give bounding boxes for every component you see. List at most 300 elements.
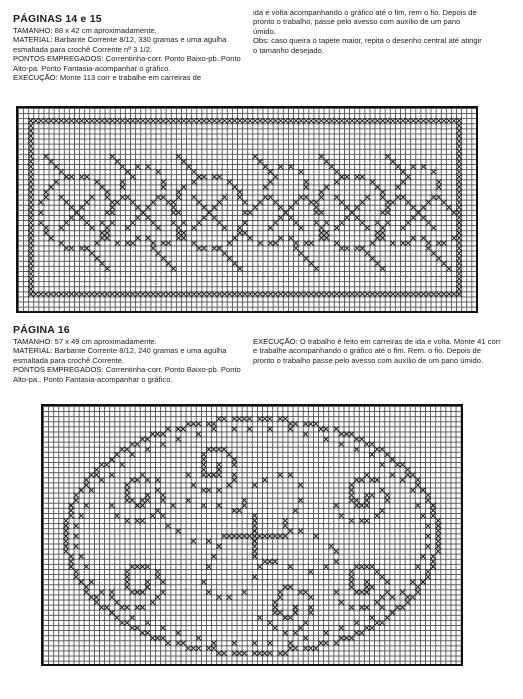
cross-stitch (191, 195, 196, 200)
cross-stitch (211, 472, 216, 477)
cross-stitch (303, 620, 308, 625)
cross-stitch (145, 585, 150, 590)
cross-stitch (181, 236, 186, 241)
cross-stitch (308, 646, 313, 651)
cross-stitch (135, 205, 140, 210)
cross-stitch (252, 544, 257, 549)
cross-stitch (74, 498, 79, 503)
cross-stitch (64, 118, 69, 123)
cross-stitch (314, 210, 319, 215)
cross-stitch (28, 230, 33, 235)
cross-stitch (125, 447, 130, 452)
cross-stitch (211, 641, 216, 646)
cross-stitch (28, 118, 33, 123)
cross-stitch (288, 615, 293, 620)
cross-stitch (283, 651, 288, 656)
cross-stitch (436, 195, 441, 200)
cross-stitch (390, 457, 395, 462)
cross-stitch (197, 200, 202, 205)
cross-stitch (79, 488, 84, 493)
cross-stitch (165, 523, 170, 528)
cross-stitch (125, 488, 130, 493)
cross-stitch (283, 523, 288, 528)
cross-stitch (100, 292, 105, 297)
cross-stitch (339, 220, 344, 225)
cross-stitch (94, 467, 99, 472)
cross-stitch (120, 605, 125, 610)
cross-stitch (242, 498, 247, 503)
section1-heading: PÁGINAS 14 e 15 (13, 13, 102, 25)
cross-stitch (28, 149, 33, 154)
cross-stitch (104, 462, 109, 467)
cross-stitch (79, 554, 84, 559)
cross-stitch (242, 651, 247, 656)
cross-stitch (176, 230, 181, 235)
cross-stitch (365, 251, 370, 256)
cross-stitch (130, 625, 135, 630)
cross-stitch (334, 503, 339, 508)
cross-stitch (63, 534, 68, 539)
cross-stitch (89, 579, 94, 584)
paragraph-label: TAMANHO: (13, 337, 53, 346)
cross-stitch (69, 503, 74, 508)
cross-stitch (395, 462, 400, 467)
paragraph-label: Obs: (253, 36, 270, 46)
cross-stitch (354, 477, 359, 482)
cross-stitch (339, 636, 344, 641)
cross-stitch (375, 261, 380, 266)
cross-stitch (196, 636, 201, 641)
cross-stitch (385, 154, 390, 159)
cross-stitch (304, 185, 309, 190)
cross-stitch (401, 169, 406, 174)
cross-stitch (38, 220, 43, 225)
cross-stitch (160, 498, 165, 503)
cross-stitch (145, 477, 150, 482)
cross-stitch (308, 605, 313, 610)
cross-stitch (216, 503, 221, 508)
cross-stitch (370, 118, 375, 123)
cross-stitch (28, 185, 33, 190)
cross-stitch (176, 630, 181, 635)
cross-stitch (370, 256, 375, 261)
cross-stitch (140, 498, 145, 503)
cross-stitch (457, 246, 462, 251)
cross-stitch (120, 179, 125, 184)
cross-stitch (191, 539, 196, 544)
cross-stitch (267, 534, 272, 539)
cross-stitch (319, 225, 324, 230)
cross-stitch (406, 174, 411, 179)
cross-stitch (201, 579, 206, 584)
cross-stitch (457, 215, 462, 220)
cross-stitch (197, 246, 202, 251)
cross-stitch (217, 118, 222, 123)
cross-stitch (288, 421, 293, 426)
cross-stitch (156, 195, 161, 200)
cross-stitch (299, 195, 304, 200)
cross-stitch (355, 215, 360, 220)
cross-stitch (457, 256, 462, 261)
cross-stitch (452, 118, 457, 123)
cross-stitch (59, 225, 64, 230)
cross-stitch (196, 421, 201, 426)
cross-stitch (222, 292, 227, 297)
paragraph-text: Barbante Corrente 8/12, 330 gramas e uma agulha esmaltada para crochê Corrente nº 3 1/2. (13, 35, 227, 54)
cross-stitch (380, 292, 385, 297)
cross-stitch (156, 251, 161, 256)
cross-stitch (171, 118, 176, 123)
cross-stitch (109, 472, 114, 477)
cross-stitch (74, 574, 79, 579)
cross-stitch (334, 641, 339, 646)
cross-stitch (390, 595, 395, 600)
cross-stitch (263, 292, 268, 297)
cross-stitch (176, 190, 181, 195)
cross-stitch (232, 651, 237, 656)
cross-stitch (339, 442, 344, 447)
cross-stitch (202, 174, 207, 179)
cross-stitch (176, 437, 181, 442)
cross-stitch (232, 416, 237, 421)
cross-stitch (166, 118, 171, 123)
cross-stitch (69, 559, 74, 564)
cross-stitch (385, 118, 390, 123)
cross-stitch (385, 590, 390, 595)
cross-stitch (457, 276, 462, 281)
cross-stitch (176, 236, 181, 241)
cross-stitch (237, 508, 242, 513)
cross-stitch (252, 483, 257, 488)
cross-stitch (100, 261, 105, 266)
cross-stitch (283, 630, 288, 635)
cross-stitch (28, 190, 33, 195)
cross-stitch (426, 523, 431, 528)
cross-stitch (79, 205, 84, 210)
cross-stitch (364, 564, 369, 569)
cross-stitch (145, 579, 150, 584)
cross-stitch (405, 472, 410, 477)
cross-stitch (69, 205, 74, 210)
cross-stitch (324, 564, 329, 569)
cross-stitch (344, 246, 349, 251)
cross-stitch (319, 154, 324, 159)
cross-stitch (28, 241, 33, 246)
cross-stitch (426, 574, 431, 579)
cross-stitch (375, 292, 380, 297)
cross-stitch (375, 185, 380, 190)
cross-stitch (457, 169, 462, 174)
cross-stitch (155, 477, 160, 482)
cross-stitch (79, 292, 84, 297)
cross-stitch (416, 292, 421, 297)
cross-stitch (441, 241, 446, 246)
cross-stitch (364, 579, 369, 584)
cross-stitch (125, 605, 130, 610)
cross-stitch (267, 641, 272, 646)
cross-stitch (375, 620, 380, 625)
cross-stitch (364, 518, 369, 523)
cross-stitch (135, 442, 140, 447)
cross-stitch (176, 154, 181, 159)
cross-stitch (110, 118, 115, 123)
cross-stitch (69, 215, 74, 220)
cross-stitch (334, 241, 339, 246)
cross-stitch (436, 539, 441, 544)
cross-stitch (359, 518, 364, 523)
cross-stitch (222, 651, 227, 656)
cross-stitch (350, 118, 355, 123)
cross-stitch (161, 195, 166, 200)
cross-stitch (212, 205, 217, 210)
cross-stitch (457, 236, 462, 241)
cross-stitch (324, 437, 329, 442)
cross-stitch (304, 195, 309, 200)
cross-stitch (457, 179, 462, 184)
cross-stitch (426, 118, 431, 123)
cross-stitch (401, 225, 406, 230)
cross-stitch (69, 174, 74, 179)
cross-stitch (359, 630, 364, 635)
paragraph-text: Monte 113 corr e trabalhe em carreiras de (57, 73, 202, 83)
cross-stitch (211, 426, 216, 431)
cross-stitch (283, 118, 288, 123)
cross-stitch (89, 595, 94, 600)
cross-stitch (457, 149, 462, 154)
cross-stitch (120, 185, 125, 190)
cross-stitch (288, 646, 293, 651)
cross-stitch (135, 118, 140, 123)
cross-stitch (299, 169, 304, 174)
cross-stitch (135, 236, 140, 241)
cross-stitch (288, 215, 293, 220)
cross-stitch (140, 503, 145, 508)
cross-stitch (74, 544, 79, 549)
cross-stitch (426, 493, 431, 498)
cross-stitch (288, 236, 293, 241)
cross-stitch (415, 477, 420, 482)
cross-stitch (216, 462, 221, 467)
cross-stitch (242, 590, 247, 595)
cross-stitch (431, 292, 436, 297)
cross-stitch (314, 292, 319, 297)
cross-stitch (79, 118, 84, 123)
cross-stitch (288, 118, 293, 123)
cross-stitch (267, 651, 272, 656)
cross-stitch (217, 246, 222, 251)
cross-stitch (360, 292, 365, 297)
cross-stitch (84, 564, 89, 569)
cross-stitch (232, 292, 237, 297)
cross-stitch (115, 200, 120, 205)
cross-stitch (217, 200, 222, 205)
cross-stitch (354, 498, 359, 503)
cross-stitch (334, 195, 339, 200)
cross-stitch (268, 292, 273, 297)
cross-stitch (191, 421, 196, 426)
cross-stitch (457, 174, 462, 179)
cross-stitch (436, 523, 441, 528)
cross-stitch (308, 595, 313, 600)
cross-stitch (115, 241, 120, 246)
cross-stitch (324, 159, 329, 164)
cross-stitch (227, 292, 232, 297)
cross-stitch (252, 574, 257, 579)
cross-stitch (406, 292, 411, 297)
paragraph-label: PONTOS EMPREGADOS: (13, 54, 104, 64)
cross-stitch (156, 225, 161, 230)
chart-pattern (43, 406, 461, 664)
cross-stitch (125, 195, 130, 200)
cross-stitch (130, 564, 135, 569)
cross-stitch (278, 215, 283, 220)
cross-stitch (288, 585, 293, 590)
cross-stitch (130, 615, 135, 620)
cross-stitch (446, 205, 451, 210)
cross-stitch (227, 452, 232, 457)
cross-stitch (329, 164, 334, 169)
cross-stitch (262, 534, 267, 539)
cross-stitch (380, 605, 385, 610)
paragraph (13, 54, 245, 73)
cross-stitch (252, 549, 257, 554)
rug-crochet-chart (16, 106, 478, 313)
cross-stitch (28, 276, 33, 281)
cross-stitch (248, 292, 253, 297)
paragraph-label: MATERIAL: (13, 35, 53, 45)
cross-stitch (303, 636, 308, 641)
cross-stitch (248, 118, 253, 123)
cross-stitch (354, 564, 359, 569)
cross-stitch (237, 292, 242, 297)
cross-stitch (457, 118, 462, 123)
cross-stitch (212, 215, 217, 220)
cross-stitch (324, 641, 329, 646)
cross-stitch (390, 241, 395, 246)
cross-stitch (252, 641, 257, 646)
cross-stitch (380, 195, 385, 200)
cross-stitch (176, 118, 181, 123)
cross-stitch (84, 585, 89, 590)
cross-stitch (212, 292, 217, 297)
cross-stitch (401, 118, 406, 123)
cross-stitch (110, 292, 115, 297)
cross-stitch (201, 462, 206, 467)
cross-stitch (283, 518, 288, 523)
cross-stitch (385, 579, 390, 584)
cross-stitch (196, 646, 201, 651)
cross-stitch (293, 246, 298, 251)
cross-stitch (369, 564, 374, 569)
cross-stitch (441, 118, 446, 123)
cross-stitch (165, 641, 170, 646)
cross-stitch (293, 646, 298, 651)
cross-stitch (28, 159, 33, 164)
cross-stitch (324, 292, 329, 297)
cross-stitch (95, 292, 100, 297)
cross-stitch (54, 292, 59, 297)
cross-stitch (308, 610, 313, 615)
cross-stitch (293, 605, 298, 610)
cross-stitch (114, 615, 119, 620)
cross-stitch (28, 179, 33, 184)
cross-stitch (421, 215, 426, 220)
cross-stitch (375, 230, 380, 235)
cross-stitch (421, 292, 426, 297)
paragraph-text: ida e volta acompanhando o gráfico até o fim, rem o fio. Depois de pronto o trabalho, passe pelo avesso com auxílio de um pano úmido. (253, 8, 477, 36)
cross-stitch (288, 641, 293, 646)
cross-stitch (59, 292, 64, 297)
cross-stitch (355, 118, 360, 123)
cross-stitch (421, 164, 426, 169)
cross-stitch (288, 472, 293, 477)
cross-stitch (114, 600, 119, 605)
cross-stitch (201, 457, 206, 462)
cross-stitch (385, 493, 390, 498)
cross-stitch (436, 179, 441, 184)
cross-stitch (375, 220, 380, 225)
cross-stitch (165, 426, 170, 431)
cross-stitch (299, 251, 304, 256)
cross-stitch (288, 205, 293, 210)
cross-stitch (74, 523, 79, 528)
cross-stitch (308, 569, 313, 574)
cross-stitch (28, 287, 33, 292)
cross-stitch (237, 118, 242, 123)
cross-stitch (44, 225, 49, 230)
cross-stitch (395, 164, 400, 169)
cross-stitch (278, 590, 283, 595)
cross-stitch (84, 220, 89, 225)
cross-stitch (400, 477, 405, 482)
cross-stitch (125, 241, 130, 246)
cross-stitch (344, 174, 349, 179)
cross-stitch (160, 625, 165, 630)
cross-stitch (309, 118, 314, 123)
cross-stitch (28, 205, 33, 210)
cross-stitch (125, 579, 130, 584)
cross-stitch (288, 164, 293, 169)
cross-stitch (44, 292, 49, 297)
cross-stitch (242, 220, 247, 225)
cross-stitch (375, 477, 380, 482)
cross-stitch (181, 641, 186, 646)
cross-stitch (446, 118, 451, 123)
cross-stitch (74, 118, 79, 123)
cross-stitch (44, 190, 49, 195)
cross-stitch (232, 426, 237, 431)
cross-stitch (349, 636, 354, 641)
cross-stitch (125, 169, 130, 174)
cross-stitch (400, 590, 405, 595)
cross-stitch (160, 636, 165, 641)
cross-stitch (319, 118, 324, 123)
cross-stitch (181, 118, 186, 123)
cross-stitch (431, 564, 436, 569)
cross-stitch (176, 528, 181, 533)
cross-stitch (94, 595, 99, 600)
cross-stitch (380, 266, 385, 271)
cross-stitch (105, 210, 110, 215)
cross-stitch (232, 477, 237, 482)
cross-stitch (395, 185, 400, 190)
cross-stitch (293, 508, 298, 513)
cross-stitch (293, 241, 298, 246)
cross-stitch (242, 503, 247, 508)
cross-stitch (273, 174, 278, 179)
cross-stitch (273, 220, 278, 225)
cross-stitch (304, 292, 309, 297)
